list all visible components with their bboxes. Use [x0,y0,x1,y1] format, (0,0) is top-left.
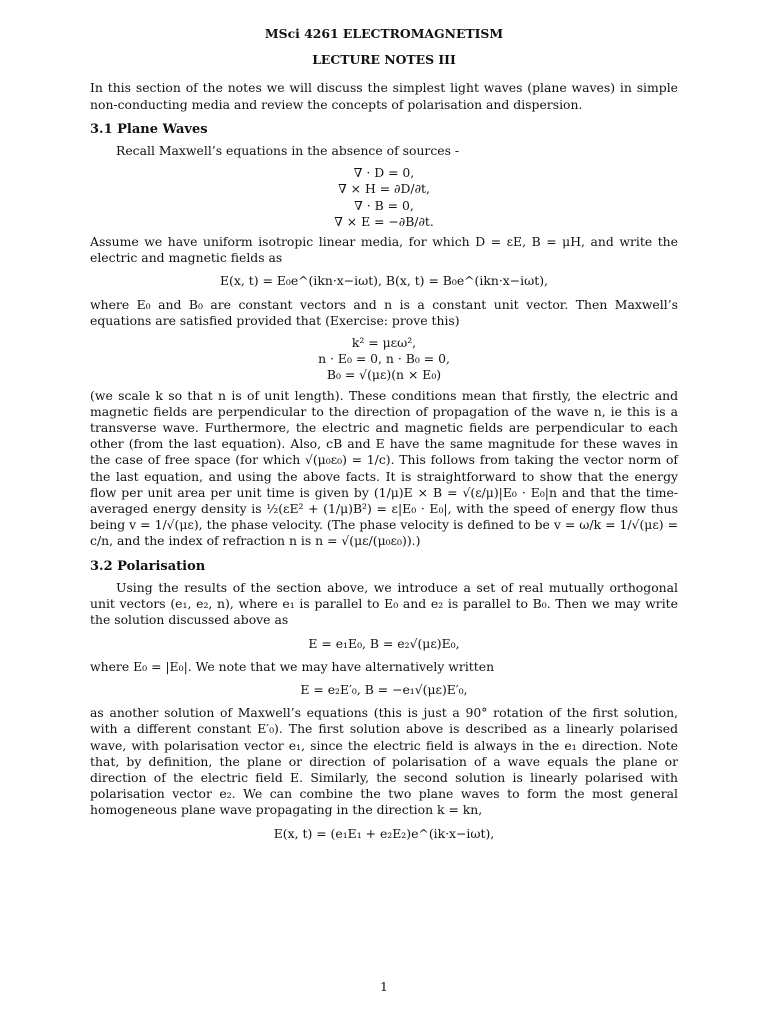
maxwell-equations [90,165,678,230]
equation-div-d: ∇ · D = 0, [353,165,415,181]
equation-linear-solution-1: E = e₁E₀, B = e₂√(με)E₀, [308,635,460,651]
equation-general-plane-wave: E(x, t) = (e₁E₁ + e₂E₂)e^(ik·x−iωt), [273,825,495,841]
equation-plane-wave-fields: E(x, t) = E₀e^(ikn·x−iωt), B(x, t) = B₀e^(ikn·x−iωt), [220,273,548,289]
equation-curl-h: ∇ × H = ∂D/∂t, [338,181,430,197]
transverse-wave-paragraph: (we scale k so that n is of unit length). These conditions mean that firstly, the electric and magnetic fields are perpendicular to the direction of propagation of the wave n, ie this is a transverse wave. Furthermore, the electric and magnetic fields are perpendicular to each other (from the last equation). Also, cB and E have the same magnitude for these waves in the case of free space (for which √(μ₀ε₀) = 1/c). This follows from taking the vector norm of the last equation, and using the above facts. It is straightforward to show that the energy flow per unit area per unit time is given by (1/μ)E × B = √(ε/μ)|E₀ · E₀|n and that the time-averaged energy density is ½(εE² + (1/μ)B²) = ε|E₀ · E₀|, with the speed of energy flow thus being v = 1/√(με), the phase velocity. (The phase velocity is defined to be v = ω/k = 1/√(με) = c/n, and the index of refraction n is n = √(με/(μ₀ε₀)).) [90,387,678,549]
course-title: MSci 4261 ELECTROMAGNETISM [264,26,504,41]
wave-conditions [90,335,678,384]
equation-b0-relation: B₀ = √(με)(n × E₀) [326,367,442,383]
equation-transversality: n · E₀ = 0, n · B₀ = 0, [318,351,450,367]
intro-paragraph: In this section of the notes we will discuss the simplest light waves (plane waves) in simple non-conducting media and review the concepts of polarisation and dispersion. [90,80,678,112]
equation-dispersion: k² = μεω², [351,335,417,351]
linear-polarisation-paragraph: as another solution of Maxwell’s equations (this is just a 90° rotation of the first solution, with a different constant E′₀). The first solution above is described as a linearly polarised wave, with polarisation vector e₁, since the electric field is always in the e₁ direction. Note that, by definition, the plane or direction of polarisation of a wave equals the plane or direction of the electric field E. Similarly, the second solution is linearly polarised with polarisation vector e₂. We can combine the two plane waves to form the most general homogeneous plane wave propagating in the direction k = kn, [90,705,678,818]
page-number: 1 [380,979,388,994]
equation-curl-e: ∇ × E = −∂B/∂t. [334,213,434,229]
media-assumption-paragraph: Assume we have uniform isotropic linear media, for which D = εE, B = μH, and write the electric and magnetic fields as [90,234,678,266]
unit-vectors-paragraph: Using the results of the section above, we introduce a set of real mutually orthogonal unit vectors (e₁, e₂, n), where e₁ is parallel to E₀ and e₂ is parallel to B₀. Then we may write the solution discussed above as [90,579,678,628]
maxwell-intro: Recall Maxwell’s equations in the absence of sources - [116,143,460,159]
constant-vectors-paragraph: where E₀ and B₀ are constant vectors and n is a constant unit vector. Then Maxwell’s equations are satisfied provided that (Exercise: prove this) [90,296,678,328]
section-heading-plane-waves: 3.1 Plane Waves [90,121,208,137]
equation-div-b: ∇ · B = 0, [354,197,414,213]
section-heading-polarisation: 3.2 Polarisation [90,558,206,574]
alternative-solution-paragraph: where E₀ = |E₀|. We note that we may have alternatively written [90,658,495,674]
equation-linear-solution-2: E = e₂E′₀, B = −e₁√(με)E′₀, [300,681,468,697]
notes-title: LECTURE NOTES III [312,52,456,68]
